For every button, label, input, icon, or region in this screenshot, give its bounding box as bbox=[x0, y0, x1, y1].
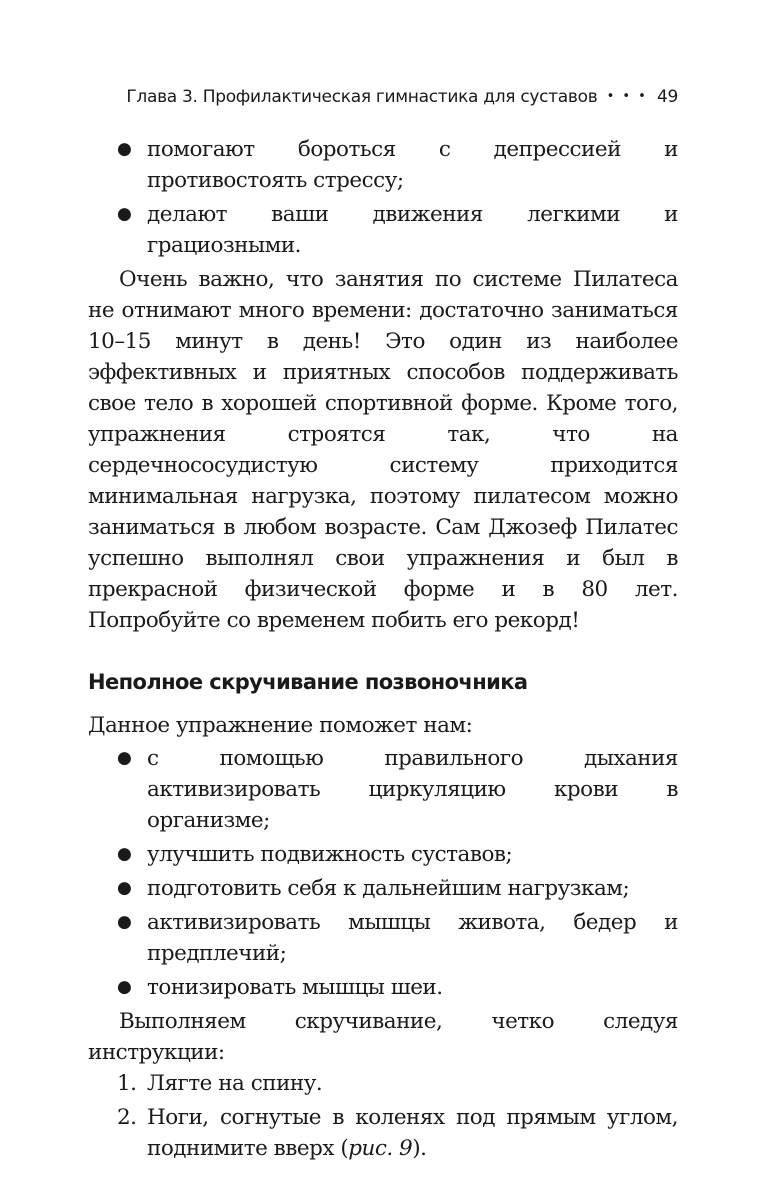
bullet-icon: ● bbox=[117, 977, 132, 997]
instruction-paragraph: Выполняем скручивание, четко следуя инструкции: bbox=[88, 1009, 678, 1065]
running-head bbox=[126, 87, 678, 107]
exercise-benefits-list bbox=[88, 743, 678, 1003]
bullet-icon: ● bbox=[117, 748, 132, 768]
list-item bbox=[88, 743, 678, 836]
page-number: 49 bbox=[656, 87, 678, 107]
list-item bbox=[88, 907, 678, 969]
list-item bbox=[88, 199, 678, 261]
list-item bbox=[88, 972, 678, 1003]
bullet-icon: ● bbox=[117, 912, 132, 932]
list-item-text: улучшить подвижность суставов; bbox=[147, 842, 513, 867]
list-item bbox=[88, 873, 678, 904]
bullet-icon: ● bbox=[117, 204, 132, 224]
steps-list bbox=[88, 1068, 678, 1164]
list-item-text: делают ваши движения легкими и грациозными. bbox=[147, 202, 678, 258]
bullet-icon: ● bbox=[117, 139, 132, 159]
benefits-list-top bbox=[88, 134, 678, 261]
step-text: Лягте на спину. bbox=[147, 1071, 323, 1096]
list-item bbox=[88, 134, 678, 196]
list-item-text: с помощью правильного дыхания активизировать циркуляцию крови в организме; bbox=[147, 746, 678, 833]
step-number: 1. bbox=[117, 1071, 137, 1096]
bullet-icon: ● bbox=[117, 844, 132, 864]
step-number: 2. bbox=[117, 1105, 137, 1130]
separator-dots: • • • bbox=[606, 89, 648, 104]
list-item-text: помогают бороться с депрессией и противостоять стрессу; bbox=[147, 137, 678, 193]
figure-reference: рис. 9 bbox=[348, 1136, 413, 1161]
list-item-text: подготовить себя к дальнейшим нагрузкам; bbox=[147, 876, 630, 901]
step-item bbox=[88, 1068, 678, 1099]
book-page bbox=[88, 0, 678, 1200]
list-item-text: тонизировать мышцы шеи. bbox=[147, 975, 443, 1000]
list-item bbox=[88, 839, 678, 870]
section-title: Неполное скручивание позвоночника bbox=[88, 670, 528, 694]
intro-paragraph: Очень важно, что занятия по системе Пилатеса не отнимают много времени: достаточно заниматься 10–15 минут в день! Это один из наиболее эффективных и приятных способов поддерживать свое тело в хорошей спортивной форме. Кроме того, упражнения строятся так, что на сердечнососудистую систему приходится минимальная нагрузка, поэтому пилатесом можно заниматься в любом возрасте. Сам Джозеф Пилатес успешно выполнял свои упражнения и был в прекрасной физической форме и в 80 лет. Попробуйте со временем побить его рекорд! bbox=[88, 267, 678, 633]
step-text-tail: ). bbox=[412, 1136, 427, 1161]
body-text bbox=[88, 134, 678, 1167]
step-text: Ноги, согнутые в коленях под прямым углом, поднимите вверх ( bbox=[147, 1105, 678, 1161]
bullet-icon: ● bbox=[117, 878, 132, 898]
section-lead: Данное упражнение поможет нам: bbox=[88, 713, 473, 738]
list-item-text: активизировать мышцы живота, бедер и предплечий; bbox=[147, 910, 678, 966]
step-item bbox=[88, 1102, 678, 1164]
chapter-title: Глава 3. Профилактическая гимнастика для суставов bbox=[126, 87, 598, 107]
